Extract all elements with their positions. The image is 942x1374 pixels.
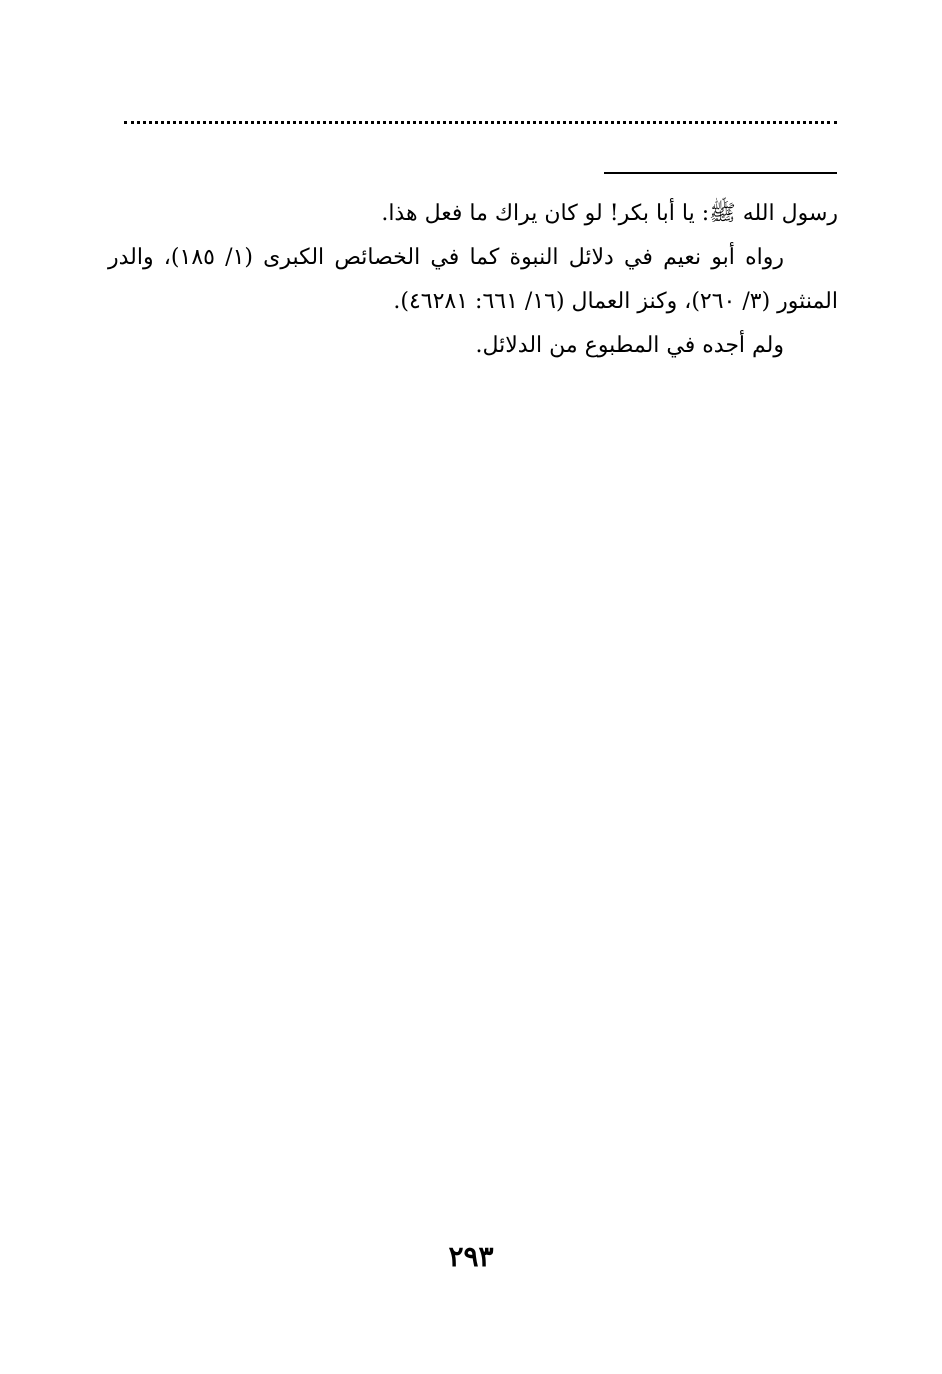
page-number: ٢٩٣ — [448, 1240, 494, 1273]
footnote-block — [108, 192, 838, 368]
footnote-separator-line — [604, 172, 837, 174]
footnote-citation: رواه أبو نعيم في دلائل النبوة كما في الخصائص الكبرى (١/ ١٨٥)، والدر المنثور (٣/ ٢٦٠)، وكنز العمال (١٦/ ٦٦١: ٤٦٢٨١). — [108, 245, 838, 314]
footnote-note: ولم أجده في المطبوع من الدلائل. — [475, 333, 784, 358]
dotted-separator — [124, 121, 837, 124]
footnote-text-line-1: رسول الله ﷺ: يا أبا بكر! لو كان يراك ما فعل هذا. — [381, 201, 838, 226]
